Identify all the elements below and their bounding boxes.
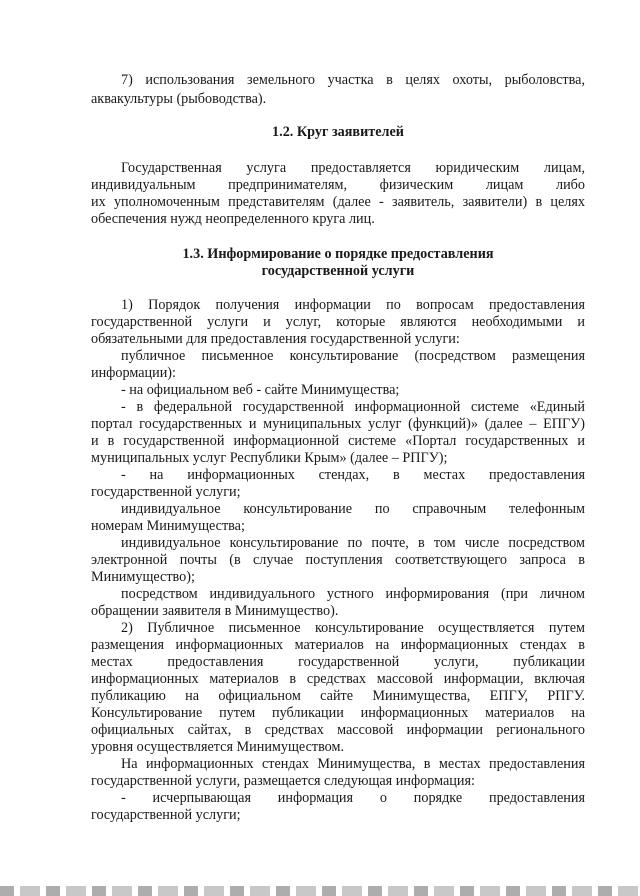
body-line: - на информационных стендах, в местах предоставления (121, 467, 585, 483)
body-line: посредством индивидуального устного информирования (при личном (121, 586, 585, 602)
body-line: государственной услуги; (91, 807, 241, 823)
body-line: индивидуальное консультирование по справочным телефонным (121, 501, 585, 517)
body-line: государственной услуги; (91, 484, 241, 500)
body-line: - на официальном веб - сайте Минимущества; (121, 382, 400, 398)
scan-edge-artifact (0, 886, 640, 896)
body-line: обращении заявителя в Минимущество). (91, 603, 339, 619)
body-line: обязательными для предоставления государственной услуги: (91, 331, 460, 347)
body-line: индивидуальное консультирование по почте, в том числе посредством (121, 535, 585, 551)
body-line: - исчерпывающая информация о порядке предоставления (121, 790, 585, 806)
section-1-2-line: индивидуальным предпринимателям, физическим лицам либо (91, 177, 585, 193)
body-line: государственной услуги, размещается следующая информация: (91, 773, 475, 789)
body-line: На информационных стендах Минимущества, в местах предоставления (121, 756, 585, 772)
section-1-2-line: обеспечения нужд неопределенного круга лиц. (91, 211, 375, 227)
body-line: - в федеральной государственной информационной системе «Единый (121, 399, 585, 415)
body-line: публикацию на официальном сайте Минимущества, ЕПГУ, РПГУ. (91, 688, 585, 704)
body-line: государственной услуги и услуг, которые являются необходимыми и (91, 314, 585, 330)
section-1-2-heading: 1.2. Круг заявителей (272, 124, 404, 140)
body-line: муниципальных услуг Республики Крым» (далее – РПГУ); (91, 450, 448, 466)
body-line: официальных сайтах, в средствах массовой информации регионального (91, 722, 585, 738)
body-line: номерам Минимущества; (91, 518, 245, 534)
section-1-2-line: их уполномоченным представителям (далее - заявитель, заявители) в целях (91, 194, 585, 210)
body-line: Минимущество); (91, 569, 195, 585)
body-line: местах предоставления государственной услуги, публикации (91, 654, 585, 670)
body-line: электронной почты (в случае поступления соответствующего запроса в (91, 552, 585, 568)
item7-line2: аквакультуры (рыбоводства). (91, 91, 267, 107)
body-line: Консультирование путем публикации информационных материалов на (91, 705, 585, 721)
body-line: 2) Публичное письменное консультирование осуществляется путем (121, 620, 585, 636)
body-line: публичное письменное консультирование (посредством размещения (121, 348, 585, 364)
item7-line1: 7) использования земельного участка в целях охоты, рыболовства, (121, 72, 585, 88)
body-line: размещения информационных материалов на информационных стендах в (91, 637, 585, 653)
section-1-3-heading-line1: 1.3. Информирование о порядке предоставления (182, 246, 494, 262)
section-1-2-line: Государственная услуга предоставляется юридическим лицам, (121, 160, 585, 176)
section-1-3-heading-line2: государственной услуги (261, 263, 415, 279)
body-line: 1) Порядок получения информации по вопросам предоставления (121, 297, 585, 313)
body-line: и в государственной информационной системе «Портал государственных и (91, 433, 585, 449)
body-line: портал государственных и муниципальных услуг (функций)» (далее – ЕПГУ) (91, 416, 585, 432)
body-line: информации): (91, 365, 176, 381)
body-line: уровня осуществляется Минимуществом. (91, 739, 345, 755)
body-line: информационных материалов в средствах массовой информации, включая (91, 671, 585, 687)
